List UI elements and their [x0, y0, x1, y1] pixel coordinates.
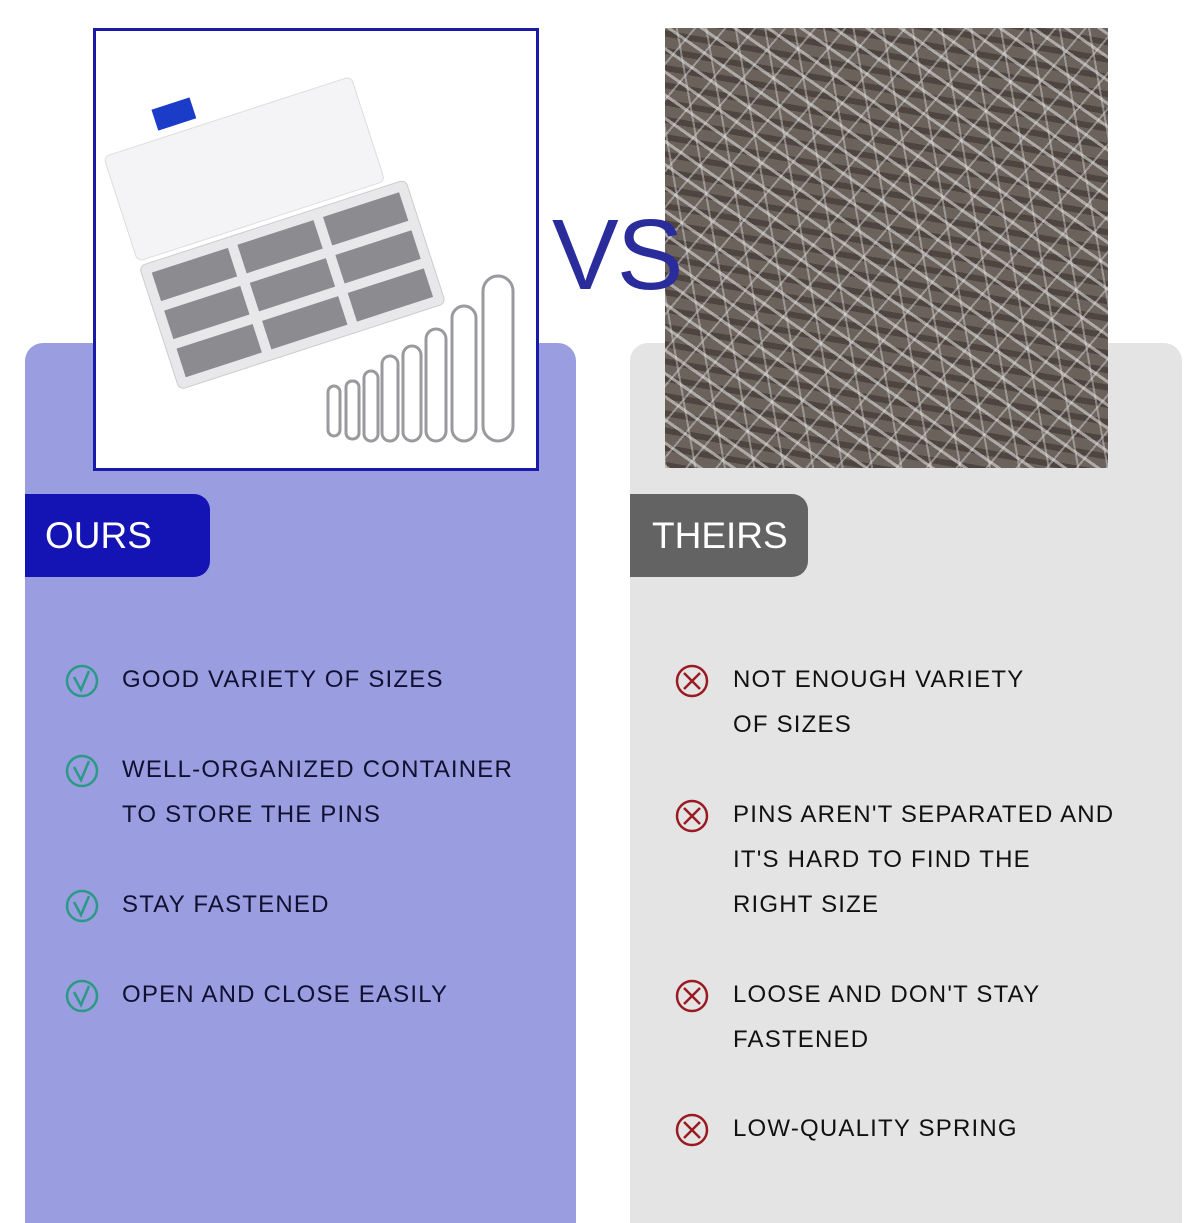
ours-feature-item	[64, 893, 562, 927]
feature-line: LOW-QUALITY SPRING	[733, 1115, 1018, 1142]
feature-line: LOOSE AND DON'T STAY	[733, 981, 1041, 1008]
theirs-panel	[630, 343, 1182, 1223]
ours-feature-item	[64, 983, 562, 1017]
theirs-feature-item	[674, 803, 1153, 927]
check-circle-icon	[64, 753, 100, 789]
feature-line: NOT ENOUGH VARIETY	[733, 666, 1025, 693]
feature-line: OF SIZES	[733, 711, 852, 738]
x-circle-icon	[674, 798, 710, 834]
check-circle-icon	[64, 978, 100, 1014]
theirs-label: THEIRS	[630, 494, 808, 577]
organized-pin-box-image	[93, 28, 539, 471]
theirs-feature-text	[733, 792, 1153, 927]
feature-line: PINS AREN'T SEPARATED AND	[733, 801, 1115, 828]
ours-feature-text	[122, 657, 562, 702]
ours-feature-text	[122, 972, 562, 1017]
theirs-feature-text	[733, 972, 1153, 1062]
feature-line: GOOD VARIETY OF SIZES	[122, 666, 444, 693]
feature-line: RIGHT SIZE	[733, 891, 880, 918]
feature-line: IT'S HARD TO FIND THE	[733, 846, 1031, 873]
x-circle-icon	[674, 663, 710, 699]
x-circle-icon	[674, 978, 710, 1014]
x-circle-icon	[674, 1112, 710, 1148]
theirs-feature-item	[674, 668, 1153, 747]
ours-feature-text	[122, 882, 562, 927]
theirs-feature-item	[674, 1117, 1153, 1151]
ours-label: OURS	[25, 494, 210, 577]
feature-line: WELL-ORGANIZED CONTAINER	[122, 756, 514, 783]
vs-label: VS	[552, 199, 682, 311]
ours-feature-text	[122, 747, 562, 837]
feature-line: STAY FASTENED	[122, 891, 330, 918]
theirs-feature-item	[674, 983, 1153, 1062]
ours-feature-item	[64, 758, 562, 837]
feature-line: FASTENED	[733, 1026, 870, 1053]
theirs-feature-text	[733, 657, 1153, 747]
ours-feature-item	[64, 668, 562, 702]
theirs-feature-text	[733, 1106, 1153, 1151]
feature-line: OPEN AND CLOSE EASILY	[122, 981, 449, 1008]
check-circle-icon	[64, 888, 100, 924]
mixed-pins-pile-image	[665, 28, 1108, 468]
feature-line: TO STORE THE PINS	[122, 801, 382, 828]
check-circle-icon	[64, 663, 100, 699]
